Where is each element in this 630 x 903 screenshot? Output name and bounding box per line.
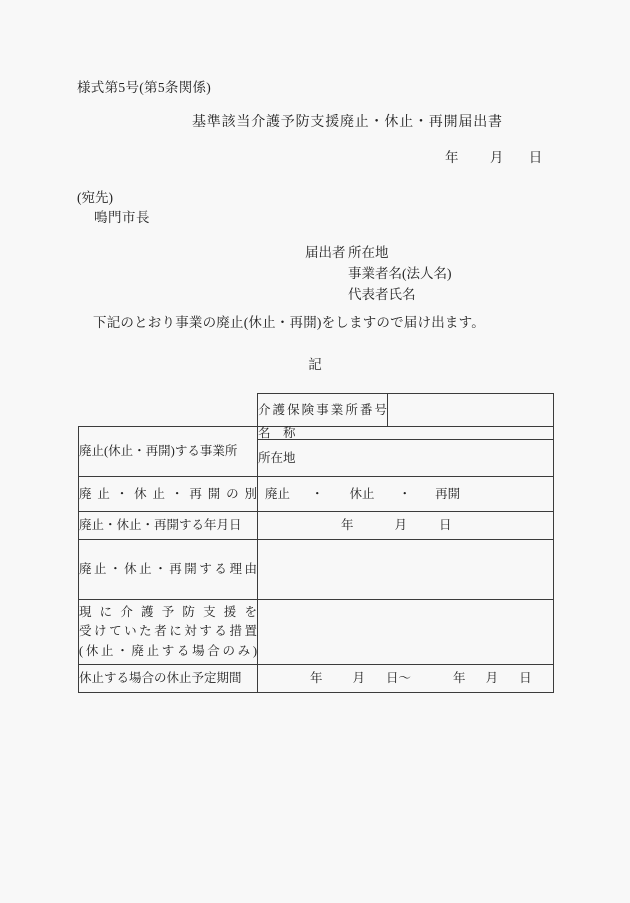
measure-label-cell [79,600,258,665]
measure-label-line-1: 現に介護予防支援を [79,604,257,619]
suspension-end-year-label: 年 [453,671,466,686]
change-date-month-label: 月 [394,518,408,533]
ghost-cell [79,394,258,427]
suspension-period-units [258,672,553,685]
name-cell [258,426,554,440]
submitter-row-address [305,246,452,267]
submitter-field-address: 所在地 [348,245,389,260]
office-group-label: 廃止(休止・再開)する事業所 [79,444,238,458]
reason-label-cell [79,540,258,600]
type-label: 廃止・休止・再開の別 [79,486,257,501]
type-options-cell [258,477,554,512]
notification-table [78,393,554,693]
change-date-day-label: 日 [439,518,452,533]
change-date-value-cell [258,512,554,540]
page-title: 基準該当介護予防支援廃止・休止・再開届出書 [192,115,503,130]
suspension-start-year-label: 年 [310,671,323,686]
type-option-saikai: 再開 [435,486,461,501]
table-row-change-date [79,512,554,540]
suspension-end-day-label: 日 [519,671,532,686]
type-label-cell [79,477,258,512]
change-date-units [258,519,553,532]
name-label: 名 称 [258,425,296,440]
type-option-separator: ・ [398,486,412,501]
reason-label: 廃止・休止・再開する理由 [79,562,257,577]
table-row-name [79,426,554,440]
suspension-start-month-label: 月 [352,671,366,686]
measure-label-line-3: (休止・廃止する場合のみ) [79,643,257,658]
suspension-end-month-label: 月 [485,671,499,686]
ki-heading: 記 [308,357,322,372]
table-row-type [79,477,554,512]
address-cell [258,440,554,477]
date-month-label: 月 [489,150,504,165]
submitter-block [305,246,452,309]
type-option-separator: ・ [311,486,324,501]
suspension-label: 休止する場合の休止予定期間 [79,671,242,686]
table-row-office-number [79,394,554,427]
suspension-value-cell [258,665,554,693]
suspension-start-day-label: 日～ [386,671,412,686]
office-group-label-cell [79,426,258,477]
office-number-label: 介護保険事業所番号 [258,402,387,417]
submission-date-line [445,151,542,165]
office-number-label-cell [258,394,388,427]
type-options [258,488,553,501]
measure-label-line-2: 受けていた者に対する措置 [79,624,257,639]
change-date-label: 廃止・休止・再開する年月日 [79,518,242,533]
form-number: 様式第5号(第5条関係) [77,80,212,95]
type-option-kyushi: 休止 [349,486,375,501]
measure-value-cell [258,600,554,665]
suspension-label-cell [79,665,258,693]
addressee-prefix: (宛先) [77,190,113,205]
type-option-haishi: 廃止 [265,486,291,501]
reason-value-cell [258,540,554,600]
table-row-reason [79,540,554,600]
office-number-value-cell [388,394,554,427]
change-date-label-cell [79,512,258,540]
submitter-label: 届出者 [305,245,346,260]
submitter-field-business-name: 事業者名(法人名) [348,266,452,281]
statement-text: 下記のとおり事業の廃止(休止・再開)をしますので届け出ます。 [93,315,485,330]
date-day-label: 日 [528,150,543,165]
change-date-year-label: 年 [341,518,354,533]
table-row-suspension-period [79,665,554,693]
table-row-measure [79,600,554,665]
submitter-field-representative: 代表者氏名 [348,287,416,302]
addressee-name: 鳴門市長 [94,210,150,225]
address-label: 所在地 [258,450,296,465]
date-year-label: 年 [445,150,459,165]
